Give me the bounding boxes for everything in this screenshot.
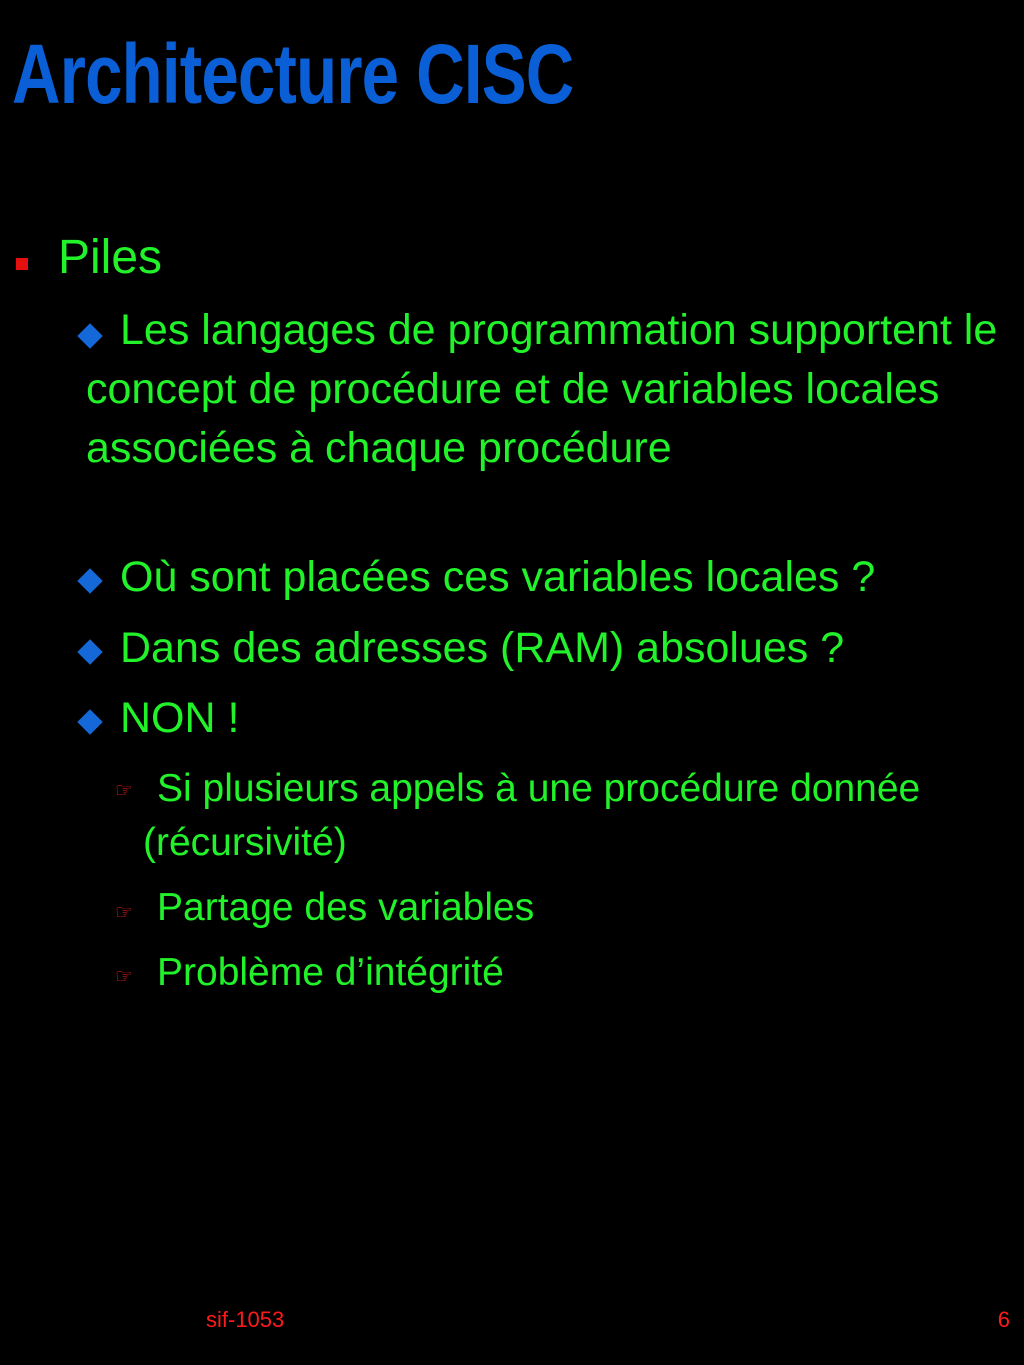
- pointing-hand-icon: ☞: [115, 778, 133, 802]
- footer-course-code: sif-1053: [206, 1307, 285, 1332]
- bullet-level2-item: Les langages de programmation supportent le concept de procédure et de variables locales associées à chaque procédure: [86, 306, 998, 472]
- red-square-bullet-icon: [16, 258, 28, 270]
- pointing-hand-icon: ☞: [115, 900, 133, 924]
- bullet-level3-item: Problème d’intégrité: [157, 951, 504, 994]
- bullet-level2-item: NON !: [120, 694, 240, 742]
- pointing-hand-icon: ☞: [115, 964, 133, 988]
- bullet-level2-item: Dans des adresses (RAM) absolues ?: [120, 624, 845, 672]
- slide-title: Architecture CISC: [12, 27, 574, 121]
- bullet-level1-piles: Piles: [58, 231, 163, 284]
- bullet-level3-item: Si plusieurs appels à une procédure donnée (récursivité): [143, 767, 921, 864]
- bullet-level3-item: Partage des variables: [157, 886, 535, 929]
- footer-page-number: 6: [997, 1307, 1010, 1332]
- bullet-level2-item: Où sont placées ces variables locales ?: [120, 553, 876, 601]
